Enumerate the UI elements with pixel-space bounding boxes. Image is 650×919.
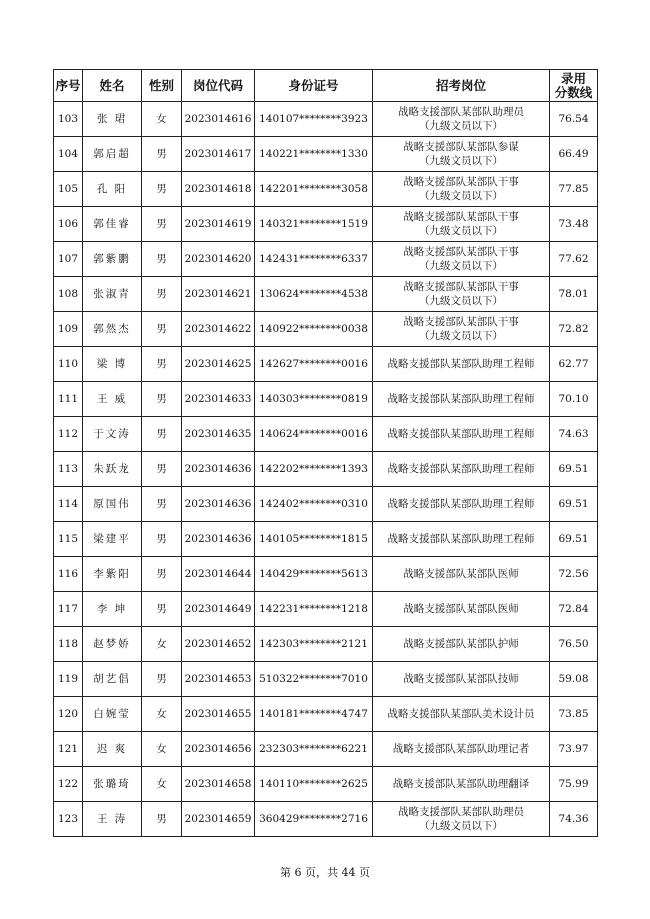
row-score: 73.97: [550, 732, 598, 767]
row-position-note: （九级文员以下）: [419, 225, 503, 237]
header-score-line1: 录用: [560, 70, 586, 86]
row-position: [373, 137, 550, 172]
row-position-code: 2023014635: [182, 417, 255, 452]
row-position: [373, 172, 550, 207]
row-name: 胡艺倡: [83, 662, 142, 697]
row-position-title: 战略支援部队某部队技师: [403, 673, 519, 685]
row-id-number: 140624********0016: [255, 417, 373, 452]
table-row: [54, 557, 598, 592]
row-id-number: 360429********2716: [255, 802, 373, 837]
row-name: 梁建平: [83, 522, 142, 557]
row-seq: 118: [54, 627, 83, 662]
row-score: 73.48: [550, 207, 598, 242]
row-score: 72.84: [550, 592, 598, 627]
row-position-title: 战略支援部队某部队助理工程师: [387, 533, 535, 545]
row-seq: 112: [54, 417, 83, 452]
row-score: 78.01: [550, 277, 598, 312]
row-position: [373, 207, 550, 242]
row-seq: 114: [54, 487, 83, 522]
row-gender: 男: [142, 242, 182, 277]
row-gender: 男: [142, 452, 182, 487]
row-score: 70.10: [550, 382, 598, 417]
table-row: [54, 417, 598, 452]
row-name: 于文涛: [83, 417, 142, 452]
row-position-code: 2023014644: [182, 557, 255, 592]
row-position-code: 2023014653: [182, 662, 255, 697]
row-gender: 男: [142, 802, 182, 837]
row-seq: 117: [54, 592, 83, 627]
row-id-number: 140922********0038: [255, 312, 373, 347]
row-score: 74.36: [550, 802, 598, 837]
row-position: [373, 802, 550, 837]
row-seq: 115: [54, 522, 83, 557]
row-position-title: 战略支援部队某部队助理工程师: [387, 358, 535, 370]
row-position: [373, 487, 550, 522]
row-gender: 女: [142, 102, 182, 137]
header-score-line2: 分数线: [554, 84, 593, 100]
row-position-title: 战略支援部队某部队助理工程师: [387, 393, 535, 405]
row-id-number: 130624********4538: [255, 277, 373, 312]
row-score: 62.77: [550, 347, 598, 382]
row-name: 王 威: [83, 382, 142, 417]
row-id-number: 140181********4747: [255, 697, 373, 732]
row-gender: 男: [142, 137, 182, 172]
row-position-code: 2023014658: [182, 767, 255, 802]
row-score: 75.99: [550, 767, 598, 802]
row-id-number: 510322********7010: [255, 662, 373, 697]
row-gender: 男: [142, 347, 182, 382]
row-score: 66.49: [550, 137, 598, 172]
row-id-number: 140107********3923: [255, 102, 373, 137]
table-row: [54, 137, 598, 172]
row-id-number: 140221********1330: [255, 137, 373, 172]
row-position-code: 2023014636: [182, 452, 255, 487]
table-row: [54, 242, 598, 277]
row-position: [373, 732, 550, 767]
row-gender: 女: [142, 627, 182, 662]
table-row: [54, 627, 598, 662]
row-position-code: 2023014633: [182, 382, 255, 417]
recruitment-table: [53, 69, 598, 837]
row-position-title: 战略支援部队某部队助理翻译: [392, 778, 530, 790]
row-name: 李紫阳: [83, 557, 142, 592]
row-seq: 116: [54, 557, 83, 592]
row-gender: 男: [142, 557, 182, 592]
table-row: [54, 172, 598, 207]
table-header-row: [54, 70, 598, 102]
row-position-note: （九级文员以下）: [419, 820, 503, 832]
row-name: 原国伟: [83, 487, 142, 522]
row-name: 孔 阳: [83, 172, 142, 207]
row-gender: 男: [142, 312, 182, 347]
row-position-title: 战略支援部队某部队助理员: [398, 106, 524, 118]
row-seq: 111: [54, 382, 83, 417]
row-gender: 男: [142, 522, 182, 557]
row-position-code: 2023014618: [182, 172, 255, 207]
row-position: [373, 767, 550, 802]
row-score: 76.50: [550, 627, 598, 662]
row-score: 73.85: [550, 697, 598, 732]
header-name: 姓名: [83, 70, 142, 102]
row-score: 77.85: [550, 172, 598, 207]
row-position-title: 战略支援部队某部队美术设计员: [387, 708, 535, 720]
row-seq: 123: [54, 802, 83, 837]
row-score: 72.82: [550, 312, 598, 347]
row-position-code: 2023014617: [182, 137, 255, 172]
row-position-note: （九级文员以下）: [419, 260, 503, 272]
row-position-code: 2023014649: [182, 592, 255, 627]
row-name: 梁 博: [83, 347, 142, 382]
table-row: [54, 697, 598, 732]
row-score: 74.63: [550, 417, 598, 452]
row-id-number: 140429********5613: [255, 557, 373, 592]
row-score: 69.51: [550, 522, 598, 557]
table-row: [54, 662, 598, 697]
table-body: [54, 102, 598, 837]
row-name: 白婉莹: [83, 697, 142, 732]
row-position-note: （九级文员以下）: [419, 155, 503, 167]
row-id-number: 142431********6337: [255, 242, 373, 277]
row-position: [373, 592, 550, 627]
row-position-title: 战略支援部队某部队助理员: [398, 806, 524, 818]
row-position-title: 战略支援部队某部队参谋: [403, 141, 519, 153]
row-position-title: 战略支援部队某部队干事: [403, 316, 519, 328]
row-position-title: 战略支援部队某部队助理记者: [392, 743, 530, 755]
row-position-title: 战略支援部队某部队干事: [403, 281, 519, 293]
row-name: 郭启超: [83, 137, 142, 172]
row-position: [373, 382, 550, 417]
row-seq: 108: [54, 277, 83, 312]
row-position: [373, 697, 550, 732]
row-seq: 120: [54, 697, 83, 732]
row-gender: 男: [142, 662, 182, 697]
row-name: 郭然杰: [83, 312, 142, 347]
row-gender: 男: [142, 592, 182, 627]
row-position-note: （九级文员以下）: [419, 295, 503, 307]
row-seq: 106: [54, 207, 83, 242]
row-score: 69.51: [550, 452, 598, 487]
row-seq: 109: [54, 312, 83, 347]
row-position-title: 战略支援部队某部队干事: [403, 246, 519, 258]
header-id-number: 身份证号: [255, 70, 373, 102]
row-seq: 105: [54, 172, 83, 207]
row-seq: 113: [54, 452, 83, 487]
header-seq: 序号: [54, 70, 83, 102]
row-position: [373, 102, 550, 137]
row-id-number: 142303********2121: [255, 627, 373, 662]
row-position: [373, 452, 550, 487]
row-seq: 107: [54, 242, 83, 277]
row-seq: 104: [54, 137, 83, 172]
table-row: [54, 802, 598, 837]
row-gender: 男: [142, 487, 182, 522]
row-position: [373, 312, 550, 347]
row-name: 朱跃龙: [83, 452, 142, 487]
table-row: [54, 452, 598, 487]
row-position: [373, 557, 550, 592]
row-position-title: 战略支援部队某部队助理工程师: [387, 498, 535, 510]
table-row: [54, 312, 598, 347]
row-gender: 男: [142, 382, 182, 417]
row-id-number: 232303********6221: [255, 732, 373, 767]
row-position-code: 2023014619: [182, 207, 255, 242]
header-score: [550, 70, 598, 102]
header-gender: 性别: [142, 70, 182, 102]
row-seq: 119: [54, 662, 83, 697]
table-row: [54, 592, 598, 627]
row-position-code: 2023014625: [182, 347, 255, 382]
row-position-code: 2023014622: [182, 312, 255, 347]
row-score: 69.51: [550, 487, 598, 522]
row-position: [373, 242, 550, 277]
row-position: [373, 662, 550, 697]
row-position-code: 2023014616: [182, 102, 255, 137]
table-row: [54, 732, 598, 767]
row-id-number: 142627********0016: [255, 347, 373, 382]
row-gender: 男: [142, 277, 182, 312]
page-footer: 第 6 页，共 44 页: [280, 866, 370, 879]
table-row: [54, 382, 598, 417]
row-gender: 女: [142, 697, 182, 732]
row-position-title: 战略支援部队某部队助理工程师: [387, 428, 535, 440]
row-name: 张 珺: [83, 102, 142, 137]
row-name: 赵梦娇: [83, 627, 142, 662]
row-gender: 男: [142, 207, 182, 242]
row-name: 张淑青: [83, 277, 142, 312]
table-row: [54, 277, 598, 312]
table-row: [54, 487, 598, 522]
row-gender: 男: [142, 417, 182, 452]
row-position: [373, 347, 550, 382]
row-position-code: 2023014656: [182, 732, 255, 767]
row-position-code: 2023014659: [182, 802, 255, 837]
row-gender: 男: [142, 172, 182, 207]
table-row: [54, 522, 598, 557]
row-id-number: 140303********0819: [255, 382, 373, 417]
row-id-number: 140321********1519: [255, 207, 373, 242]
row-score: 72.56: [550, 557, 598, 592]
row-position-title: 战略支援部队某部队干事: [403, 211, 519, 223]
row-name: 李 坤: [83, 592, 142, 627]
row-position-code: 2023014621: [182, 277, 255, 312]
table-row: [54, 102, 598, 137]
row-seq: 110: [54, 347, 83, 382]
table-row: [54, 347, 598, 382]
row-position-code: 2023014652: [182, 627, 255, 662]
row-position-title: 战略支援部队某部队医师: [403, 568, 519, 580]
row-seq: 121: [54, 732, 83, 767]
row-name: 王 涛: [83, 802, 142, 837]
row-position: [373, 627, 550, 662]
row-position-code: 2023014636: [182, 522, 255, 557]
row-score: 76.54: [550, 102, 598, 137]
row-id-number: 142402********0310: [255, 487, 373, 522]
row-id-number: 140105********1815: [255, 522, 373, 557]
row-name: 张璐琦: [83, 767, 142, 802]
row-id-number: 142202********1393: [255, 452, 373, 487]
row-name: 郭佳睿: [83, 207, 142, 242]
row-name: 郭紫鹏: [83, 242, 142, 277]
row-position-note: （九级文员以下）: [419, 190, 503, 202]
row-gender: 女: [142, 767, 182, 802]
row-position-title: 战略支援部队某部队护师: [403, 638, 519, 650]
row-position-code: 2023014620: [182, 242, 255, 277]
row-position-code: 2023014636: [182, 487, 255, 522]
row-position-title: 战略支援部队某部队干事: [403, 176, 519, 188]
row-id-number: 142201********3058: [255, 172, 373, 207]
row-seq: 122: [54, 767, 83, 802]
table-row: [54, 767, 598, 802]
row-id-number: 140110********2625: [255, 767, 373, 802]
row-position-title: 战略支援部队某部队助理工程师: [387, 463, 535, 475]
row-position-title: 战略支援部队某部队医师: [403, 603, 519, 615]
row-position: [373, 277, 550, 312]
table-row: [54, 207, 598, 242]
header-position-code: 岗位代码: [182, 70, 255, 102]
row-position: [373, 417, 550, 452]
row-score: 59.08: [550, 662, 598, 697]
row-seq: 103: [54, 102, 83, 137]
row-name: 迟 爽: [83, 732, 142, 767]
row-score: 77.62: [550, 242, 598, 277]
row-position: [373, 522, 550, 557]
row-id-number: 142231********1218: [255, 592, 373, 627]
row-position-note: （九级文员以下）: [419, 330, 503, 342]
row-gender: 女: [142, 732, 182, 767]
header-position: 招考岗位: [373, 70, 550, 102]
row-position-code: 2023014655: [182, 697, 255, 732]
row-position-note: （九级文员以下）: [419, 120, 503, 132]
